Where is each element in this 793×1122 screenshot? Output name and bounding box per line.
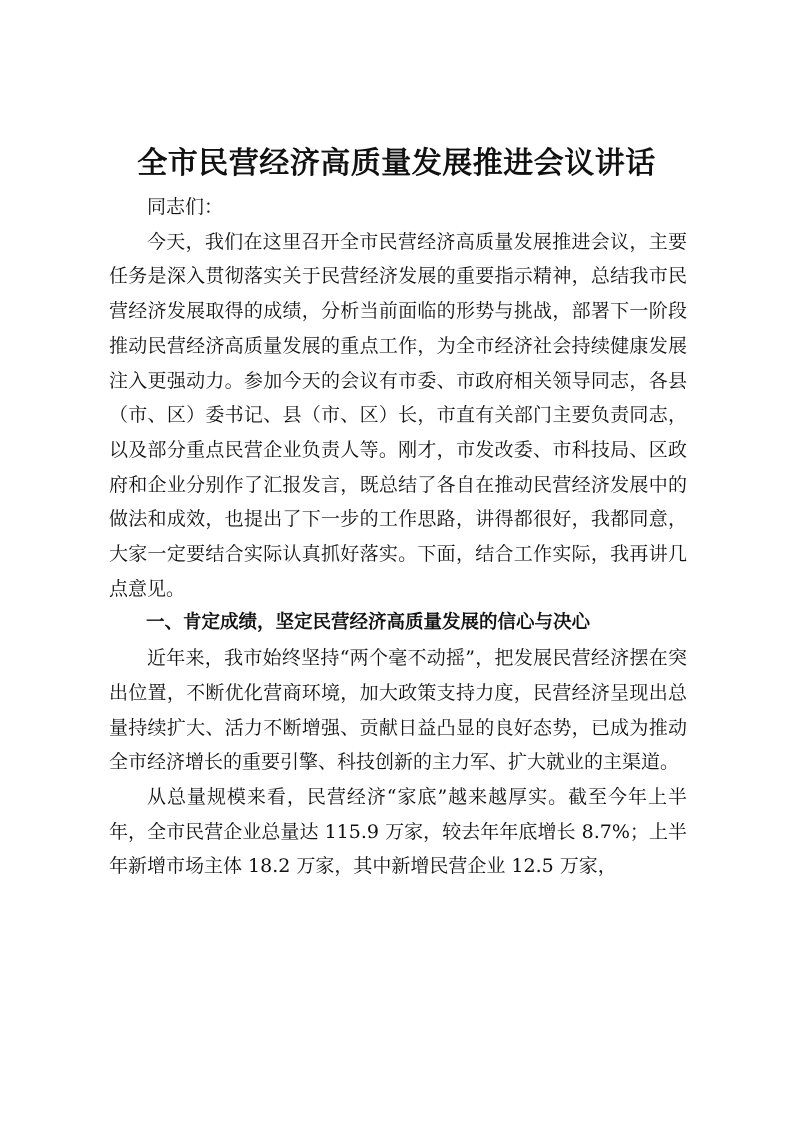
document-title: 全市民营经济高质量发展推进会议讲话 bbox=[137, 146, 656, 181]
paragraph-achievements: 近年来，我市始终坚持“两个毫不动摇”，把发展民营经济摆在突出位置，不断优化营商环境，加大政策支持力度，民营经济呈现出总量持续扩大、活力不断增强、贡献日益凸显的良好态势，已成为推动全市经济增长的重要引擎、科技创新的主力军、扩大就业的主渠道。 bbox=[109, 647, 687, 774]
section-heading-1: 一、肯定成绩，坚定民营经济高质量发展的信心与决心 bbox=[146, 612, 591, 634]
paragraph-intro: 今天，我们在这里召开全市民营经济高质量发展推进会议，主要任务是深入贯彻落实关于民营经济发展的重要指示精神，总结我市民营经济发展取得的成绩，分析当前面临的形势与挑战，部署下一阶段推动民营经济高质量发展的重点工作，为全市经济社会持续健康发展注入更强动力。参加今天的会议有市委、市政府相关领导同志，各县（市、区）委书记、县（市、区）长，市直有关部门主要负责同志，以及部分重点民营企业负责人等。刚才，市发改委、市科技局、区政府和企业分别作了汇报发言，既总结了各自在推动民营经济发展中的做法和成效，也提出了下一步的工作思路，讲得都很好，我都同意，大家一定要结合实际认真抓好落实。下面，结合工作实际，我再讲几点意见。 bbox=[109, 230, 687, 600]
paragraph-scale: 从总量规模来看，民营经济“家底”越来越厚实。截至今年上半年，全市民营企业总量达 115.9 万家，较去年年底增长 8.7%；上半年新增市场主体 18.2 万家，其中新增民营企业 12.5 万家， bbox=[109, 785, 687, 878]
document-body bbox=[109, 190, 687, 884]
salutation: 同志们： bbox=[147, 196, 224, 218]
